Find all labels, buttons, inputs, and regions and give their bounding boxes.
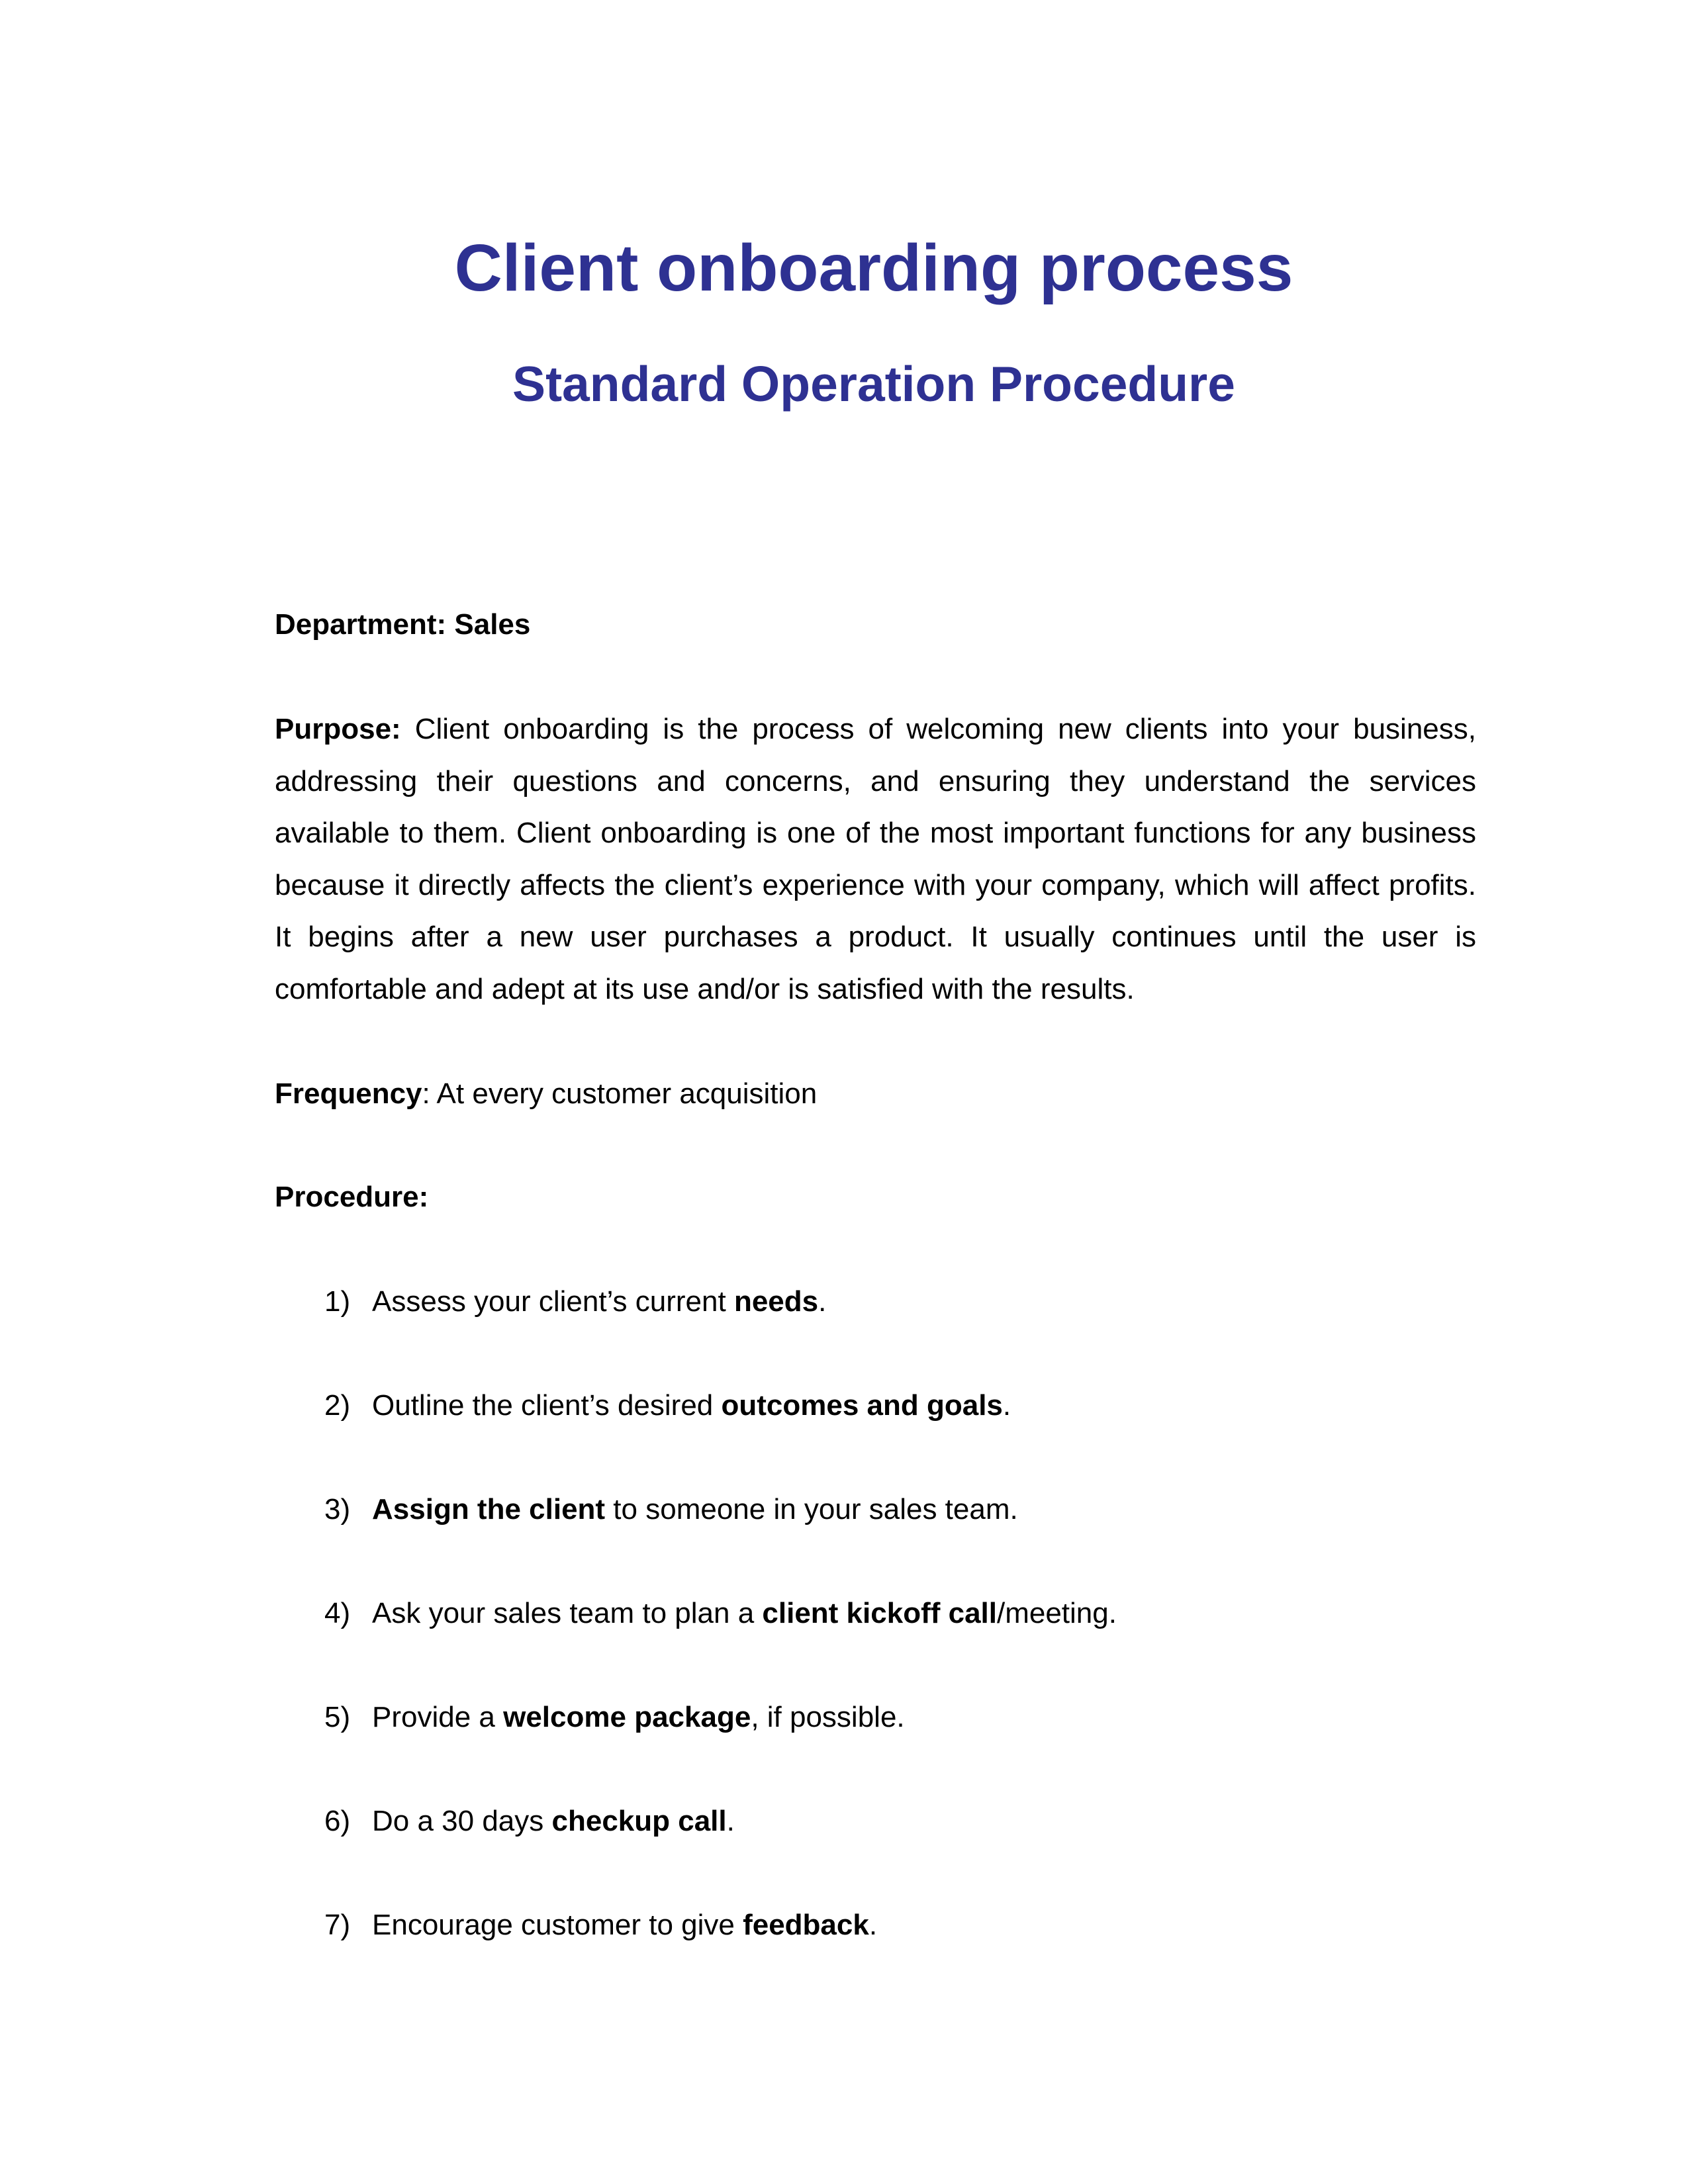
step-emphasis: checkup call — [551, 1805, 727, 1837]
step-text: Assess your client’s current — [372, 1285, 734, 1318]
procedure-step — [324, 1899, 1117, 2003]
purpose-text: Client onboarding is the process of welcoming new clients into your business, addressing their questions and concerns, and ensuring they understand the services available to them. Client onboarding is one of the most important functions for any business because it directly affects the client’s experience with your company, which will affect profits. It begins after a new user purchases a product. It usually continues until the user is comfortable and adept at its use and/or is satisfied with the results. — [275, 713, 1476, 1005]
step-number: 4) — [324, 1597, 351, 1629]
step-number: 7) — [324, 1909, 351, 1941]
frequency-separator: : — [422, 1077, 430, 1110]
procedure-step — [324, 1276, 1117, 1380]
step-text: Encourage customer to give — [372, 1909, 743, 1941]
step-emphasis: welcome package — [503, 1701, 751, 1733]
step-text: Do a 30 days — [372, 1805, 552, 1837]
procedure-step — [324, 1484, 1117, 1588]
step-text-end: to someone in your sales team. — [605, 1493, 1018, 1525]
step-text: Outline the client’s desired — [372, 1389, 722, 1422]
purpose-paragraph — [275, 704, 1476, 1016]
step-emphasis: Assign the client — [372, 1493, 606, 1525]
step-emphasis: outcomes and goals — [721, 1389, 1003, 1422]
step-number: 1) — [324, 1285, 351, 1318]
step-text-end: /meeting. — [996, 1597, 1117, 1629]
procedure-label: Procedure: — [275, 1181, 429, 1213]
step-number: 5) — [324, 1701, 351, 1733]
procedure-step — [324, 1692, 1117, 1796]
step-text-end: . — [868, 1909, 878, 1941]
step-text: Provide a — [372, 1701, 504, 1733]
step-text-end: . — [1002, 1389, 1011, 1422]
step-number: 3) — [324, 1493, 351, 1525]
frequency-line — [275, 1068, 1476, 1120]
step-text: Ask your sales team to plan a — [372, 1597, 763, 1629]
procedure-step — [324, 1588, 1117, 1692]
procedure-step — [324, 1380, 1117, 1484]
purpose-label: Purpose: — [275, 713, 401, 745]
step-number: 6) — [324, 1805, 351, 1837]
step-number: 2) — [324, 1389, 351, 1422]
department-value: Sales — [454, 608, 531, 641]
frequency-text: At every customer acquisition — [436, 1077, 818, 1110]
procedure-steps — [324, 1276, 1117, 2003]
procedure-step — [324, 1796, 1117, 1899]
step-text-end: , if possible. — [751, 1701, 905, 1733]
step-emphasis: client kickoff call — [762, 1597, 997, 1629]
page-subtitle: Standard Operation Procedure — [512, 356, 1235, 412]
step-emphasis: needs — [733, 1285, 819, 1318]
step-emphasis: feedback — [743, 1909, 869, 1941]
frequency-label: Frequency — [275, 1077, 422, 1110]
department-line — [275, 599, 1476, 651]
step-text-end: . — [726, 1805, 735, 1837]
step-text-end: . — [818, 1285, 827, 1318]
page-title: Client onboarding process — [454, 231, 1293, 305]
department-label: Department: — [275, 608, 447, 641]
